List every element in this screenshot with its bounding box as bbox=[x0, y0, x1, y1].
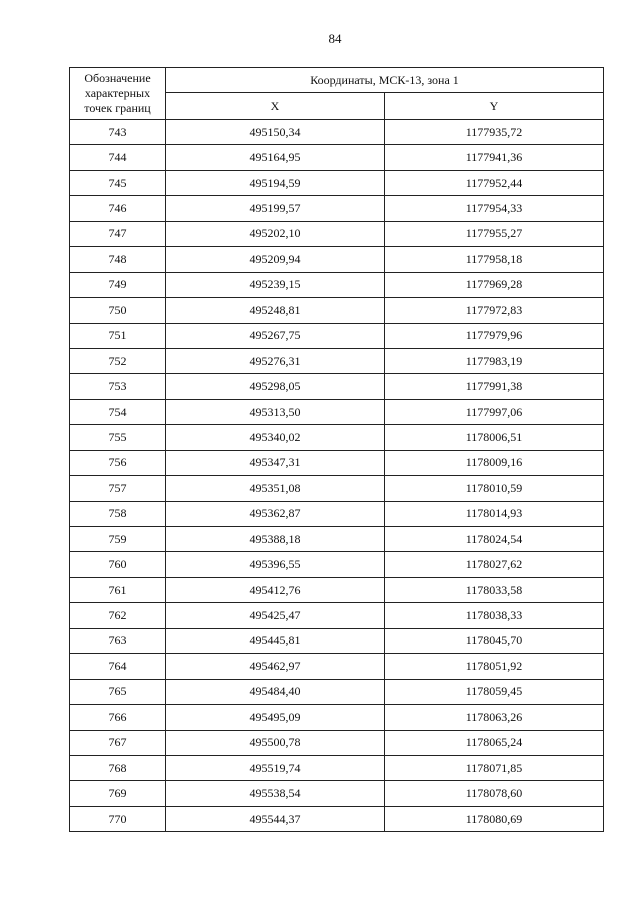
point-id-cell: 770 bbox=[70, 806, 166, 831]
point-id-cell: 751 bbox=[70, 323, 166, 348]
point-id-cell: 766 bbox=[70, 705, 166, 730]
table-row bbox=[70, 323, 604, 348]
table-row bbox=[70, 603, 604, 628]
table-body bbox=[70, 120, 604, 832]
y-coordinate-cell: 1177952,44 bbox=[385, 170, 604, 195]
point-id-cell: 765 bbox=[70, 679, 166, 704]
x-coordinate-cell: 495388,18 bbox=[166, 527, 385, 552]
y-coordinate-cell: 1177972,83 bbox=[385, 298, 604, 323]
point-id-cell: 746 bbox=[70, 196, 166, 221]
table-row bbox=[70, 806, 604, 831]
x-coordinate-cell: 495396,55 bbox=[166, 552, 385, 577]
table-row bbox=[70, 527, 604, 552]
point-id-cell: 748 bbox=[70, 247, 166, 272]
table-row bbox=[70, 272, 604, 297]
x-coordinate-cell: 495276,31 bbox=[166, 348, 385, 373]
x-coordinate-cell: 495462,97 bbox=[166, 654, 385, 679]
table-row bbox=[70, 755, 604, 780]
table-row bbox=[70, 552, 604, 577]
x-coordinate-cell: 495313,50 bbox=[166, 399, 385, 424]
point-id-cell: 752 bbox=[70, 348, 166, 373]
page-number: 84 bbox=[328, 31, 342, 46]
point-id-cell: 754 bbox=[70, 399, 166, 424]
header-x: X bbox=[166, 93, 385, 120]
y-coordinate-cell: 1178027,62 bbox=[385, 552, 604, 577]
table-row bbox=[70, 781, 604, 806]
point-id-cell: 762 bbox=[70, 603, 166, 628]
point-id-cell: 745 bbox=[70, 170, 166, 195]
y-coordinate-cell: 1178033,58 bbox=[385, 577, 604, 602]
x-coordinate-cell: 495500,78 bbox=[166, 730, 385, 755]
x-coordinate-cell: 495209,94 bbox=[166, 247, 385, 272]
point-id-cell: 744 bbox=[70, 145, 166, 170]
coordinates-table bbox=[69, 67, 604, 832]
point-id-cell: 758 bbox=[70, 501, 166, 526]
point-id-cell: 767 bbox=[70, 730, 166, 755]
x-coordinate-cell: 495351,08 bbox=[166, 476, 385, 501]
y-coordinate-cell: 1177941,36 bbox=[385, 145, 604, 170]
y-coordinate-cell: 1178051,92 bbox=[385, 654, 604, 679]
x-coordinate-cell: 495150,34 bbox=[166, 120, 385, 145]
y-coordinate-cell: 1177969,28 bbox=[385, 272, 604, 297]
y-coordinate-cell: 1177935,72 bbox=[385, 120, 604, 145]
table-row bbox=[70, 298, 604, 323]
table-row bbox=[70, 577, 604, 602]
table-row bbox=[70, 705, 604, 730]
x-coordinate-cell: 495412,76 bbox=[166, 577, 385, 602]
y-coordinate-cell: 1177983,19 bbox=[385, 348, 604, 373]
x-coordinate-cell: 495544,37 bbox=[166, 806, 385, 831]
header-y: Y bbox=[385, 93, 604, 120]
y-coordinate-cell: 1178071,85 bbox=[385, 755, 604, 780]
point-id-cell: 749 bbox=[70, 272, 166, 297]
point-id-cell: 763 bbox=[70, 628, 166, 653]
x-coordinate-cell: 495239,15 bbox=[166, 272, 385, 297]
table-row bbox=[70, 221, 604, 246]
y-coordinate-cell: 1178024,54 bbox=[385, 527, 604, 552]
table-row bbox=[70, 679, 604, 704]
point-id-cell: 753 bbox=[70, 374, 166, 399]
y-coordinate-cell: 1177955,27 bbox=[385, 221, 604, 246]
y-coordinate-cell: 1178014,93 bbox=[385, 501, 604, 526]
x-coordinate-cell: 495445,81 bbox=[166, 628, 385, 653]
table-row bbox=[70, 501, 604, 526]
x-coordinate-cell: 495340,02 bbox=[166, 425, 385, 450]
y-coordinate-cell: 1178006,51 bbox=[385, 425, 604, 450]
x-coordinate-cell: 495248,81 bbox=[166, 298, 385, 323]
table-row bbox=[70, 730, 604, 755]
point-id-cell: 755 bbox=[70, 425, 166, 450]
table-row bbox=[70, 196, 604, 221]
y-coordinate-cell: 1178078,60 bbox=[385, 781, 604, 806]
x-coordinate-cell: 495347,31 bbox=[166, 450, 385, 475]
y-coordinate-cell: 1178045,70 bbox=[385, 628, 604, 653]
y-coordinate-cell: 1177979,96 bbox=[385, 323, 604, 348]
table-row bbox=[70, 425, 604, 450]
header-coordinate-system: Координаты, МСК-13, зона 1 bbox=[166, 68, 604, 93]
table-row bbox=[70, 348, 604, 373]
y-coordinate-cell: 1177954,33 bbox=[385, 196, 604, 221]
point-id-cell: 761 bbox=[70, 577, 166, 602]
point-id-cell: 764 bbox=[70, 654, 166, 679]
y-coordinate-cell: 1178065,24 bbox=[385, 730, 604, 755]
y-coordinate-cell: 1178038,33 bbox=[385, 603, 604, 628]
y-coordinate-cell: 1178010,59 bbox=[385, 476, 604, 501]
point-id-cell: 757 bbox=[70, 476, 166, 501]
table-row bbox=[70, 170, 604, 195]
table-row bbox=[70, 145, 604, 170]
point-id-cell: 768 bbox=[70, 755, 166, 780]
point-id-cell: 747 bbox=[70, 221, 166, 246]
x-coordinate-cell: 495194,59 bbox=[166, 170, 385, 195]
point-id-cell: 756 bbox=[70, 450, 166, 475]
y-coordinate-cell: 1178063,26 bbox=[385, 705, 604, 730]
x-coordinate-cell: 495495,09 bbox=[166, 705, 385, 730]
x-coordinate-cell: 495202,10 bbox=[166, 221, 385, 246]
table-row bbox=[70, 247, 604, 272]
y-coordinate-cell: 1177991,38 bbox=[385, 374, 604, 399]
x-coordinate-cell: 495199,57 bbox=[166, 196, 385, 221]
point-id-cell: 760 bbox=[70, 552, 166, 577]
table-row bbox=[70, 628, 604, 653]
table-row bbox=[70, 120, 604, 145]
x-coordinate-cell: 495538,54 bbox=[166, 781, 385, 806]
x-coordinate-cell: 495362,87 bbox=[166, 501, 385, 526]
table-row bbox=[70, 374, 604, 399]
table-row bbox=[70, 476, 604, 501]
header-point-designation: Обозначение характерных точек границ bbox=[70, 68, 166, 120]
table-row bbox=[70, 399, 604, 424]
x-coordinate-cell: 495484,40 bbox=[166, 679, 385, 704]
table-row bbox=[70, 654, 604, 679]
y-coordinate-cell: 1178080,69 bbox=[385, 806, 604, 831]
table-row bbox=[70, 450, 604, 475]
y-coordinate-cell: 1178059,45 bbox=[385, 679, 604, 704]
x-coordinate-cell: 495298,05 bbox=[166, 374, 385, 399]
point-id-cell: 769 bbox=[70, 781, 166, 806]
x-coordinate-cell: 495425,47 bbox=[166, 603, 385, 628]
x-coordinate-cell: 495267,75 bbox=[166, 323, 385, 348]
y-coordinate-cell: 1178009,16 bbox=[385, 450, 604, 475]
x-coordinate-cell: 495519,74 bbox=[166, 755, 385, 780]
y-coordinate-cell: 1177958,18 bbox=[385, 247, 604, 272]
point-id-cell: 750 bbox=[70, 298, 166, 323]
y-coordinate-cell: 1177997,06 bbox=[385, 399, 604, 424]
point-id-cell: 743 bbox=[70, 120, 166, 145]
point-id-cell: 759 bbox=[70, 527, 166, 552]
x-coordinate-cell: 495164,95 bbox=[166, 145, 385, 170]
